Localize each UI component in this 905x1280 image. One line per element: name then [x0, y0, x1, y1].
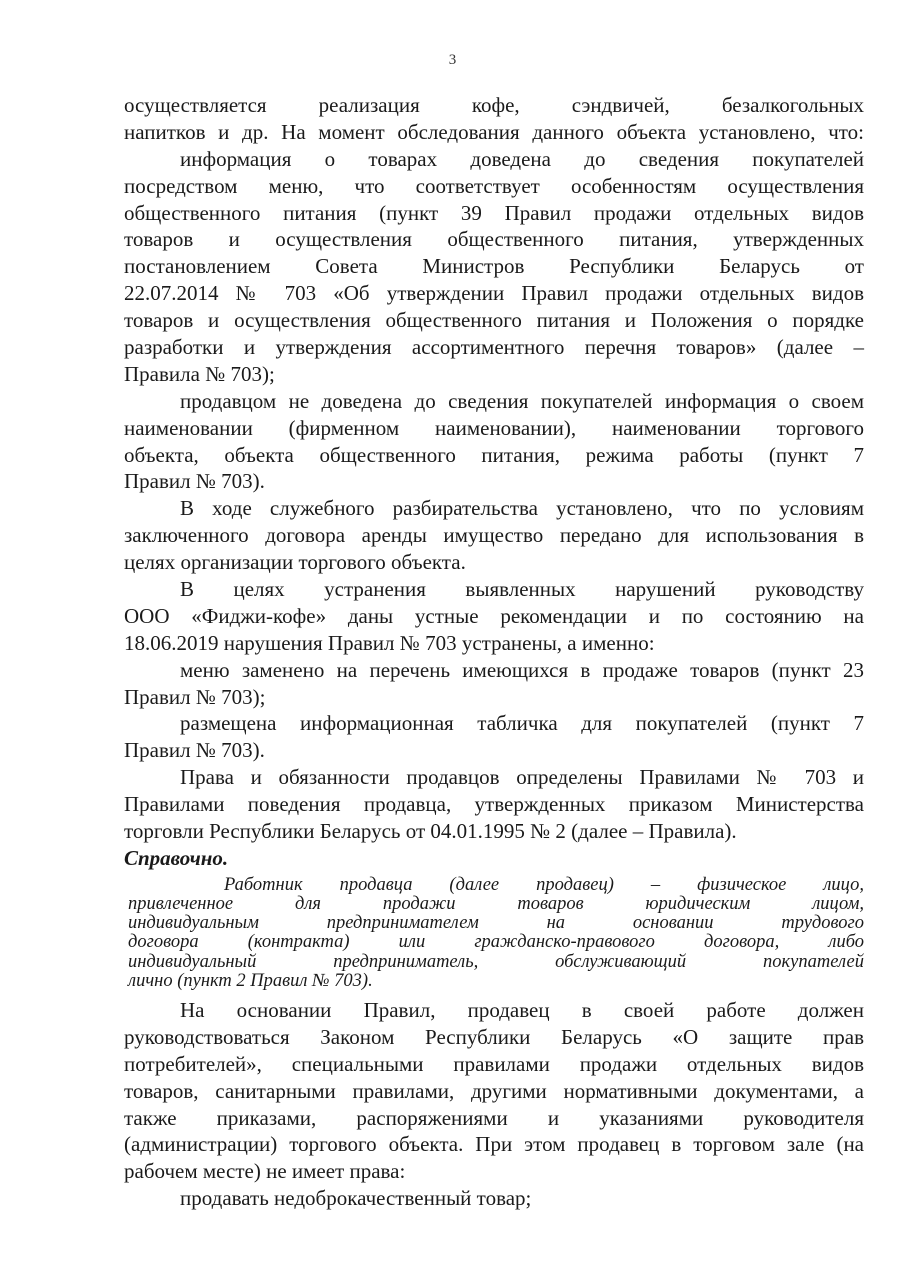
text-line: объекта, объекта общественного питания, режима работы (пункт 7 [124, 442, 864, 467]
note-line: привлеченное для продажи товаров юридическим лицом, [128, 894, 864, 915]
paragraph [124, 1185, 864, 1212]
paragraph [124, 764, 864, 845]
note-line: индивидуальным предпринимателем на основании трудового [128, 913, 864, 934]
text-line: потребителей», специальными правилами продажи отдельных видов [124, 1051, 864, 1076]
text-line: постановлением Совета Министров Республики Беларусь от [124, 254, 864, 279]
text-line: Права и обязанности продавцов определены Правилами № 703 и [180, 765, 864, 790]
text-line: товаров, санитарными правилами, другими нормативными документами, а [124, 1078, 864, 1103]
text-line: размещена информационная табличка для покупателей (пункт 7 [180, 711, 864, 736]
text-line: продавать недоброкачественный товар; [180, 1186, 532, 1211]
text-line: также приказами, распоряжениями и указаниями руководителя [124, 1105, 864, 1130]
text-line: разработки и утверждения ассортиментного перечня товаров» (далее – [124, 335, 864, 360]
text-line: На основании Правил, продавец в своей работе должен [180, 997, 864, 1022]
text-line: (администрации) торгового объекта. При этом продавец в торговом зале (на [124, 1132, 864, 1157]
text-line: напитков и др. На момент обследования данного объекта установлено, что: [124, 119, 864, 144]
paragraph [124, 657, 864, 711]
text-line: товаров и осуществления общественного питания, утвержденных [124, 227, 864, 252]
text-line: меню заменено на перечень имеющихся в продаже товаров (пункт 23 [180, 657, 864, 682]
page-number: 3 [448, 52, 457, 68]
paragraph [124, 146, 864, 388]
text-line: общественного питания (пункт 39 Правил продажи отдельных видов [124, 200, 864, 225]
text-line: посредством меню, что соответствует особенностям осуществления [124, 173, 864, 198]
text-line: Правила № 703); [124, 361, 275, 386]
paragraph [124, 388, 864, 496]
paragraph [124, 576, 864, 657]
document-body [124, 92, 864, 1212]
reference-note [124, 872, 864, 997]
reference-heading: Справочно. [124, 845, 229, 870]
paragraph [124, 997, 864, 1185]
note-line: лично (пункт 2 Правил № 703). [128, 970, 373, 991]
note-line: индивидуальный предприниматель, обслуживающий покупателей [128, 951, 864, 972]
paragraph [124, 92, 864, 146]
text-line: В ходе служебного разбирательства установлено, что по условиям [180, 496, 864, 521]
note-line: Работник продавца (далее продавец) – физическое лицо, [224, 874, 864, 895]
text-line: Правил № 703). [124, 738, 265, 763]
note-line: договора (контракта) или гражданско-правового договора, либо [128, 932, 864, 953]
text-line: Правил № 703); [124, 684, 266, 709]
text-line: 22.07.2014 № 703 «Об утверждении Правил продажи отдельных видов [124, 281, 864, 306]
text-line: торговли Республики Беларусь от 04.01.1995 № 2 (далее – Правила). [124, 819, 737, 844]
text-line: наименовании (фирменном наименовании), наименовании торгового [124, 415, 864, 440]
text-line: 18.06.2019 нарушения Правил № 703 устранены, а именно: [124, 630, 655, 655]
paragraph [124, 495, 864, 576]
text-line: осуществляется реализация кофе, сэндвичей, безалкогольных [124, 93, 864, 117]
text-line: ООО «Фиджи-кофе» даны устные рекомендации и по состоянию на [124, 603, 864, 628]
paragraph [124, 710, 864, 764]
text-line: заключенного договора аренды имущество передано для использования в [124, 523, 864, 548]
text-line: рабочем месте) не имеет права: [124, 1159, 406, 1184]
text-line: руководствоваться Законом Республики Беларусь «О защите прав [124, 1024, 864, 1049]
text-line: Правил № 703). [124, 469, 265, 494]
text-line: информация о товарах доведена до сведения покупателей [180, 146, 864, 171]
text-line: Правилами поведения продавца, утвержденных приказом Министерства [124, 792, 864, 817]
text-line: В целях устранения выявленных нарушений руководству [180, 577, 864, 602]
text-line: продавцом не доведена до сведения покупателей информация о своем [180, 388, 864, 413]
text-line: целях организации торгового объекта. [124, 550, 466, 575]
text-line: товаров и осуществления общественного питания и Положения о порядке [124, 308, 864, 333]
